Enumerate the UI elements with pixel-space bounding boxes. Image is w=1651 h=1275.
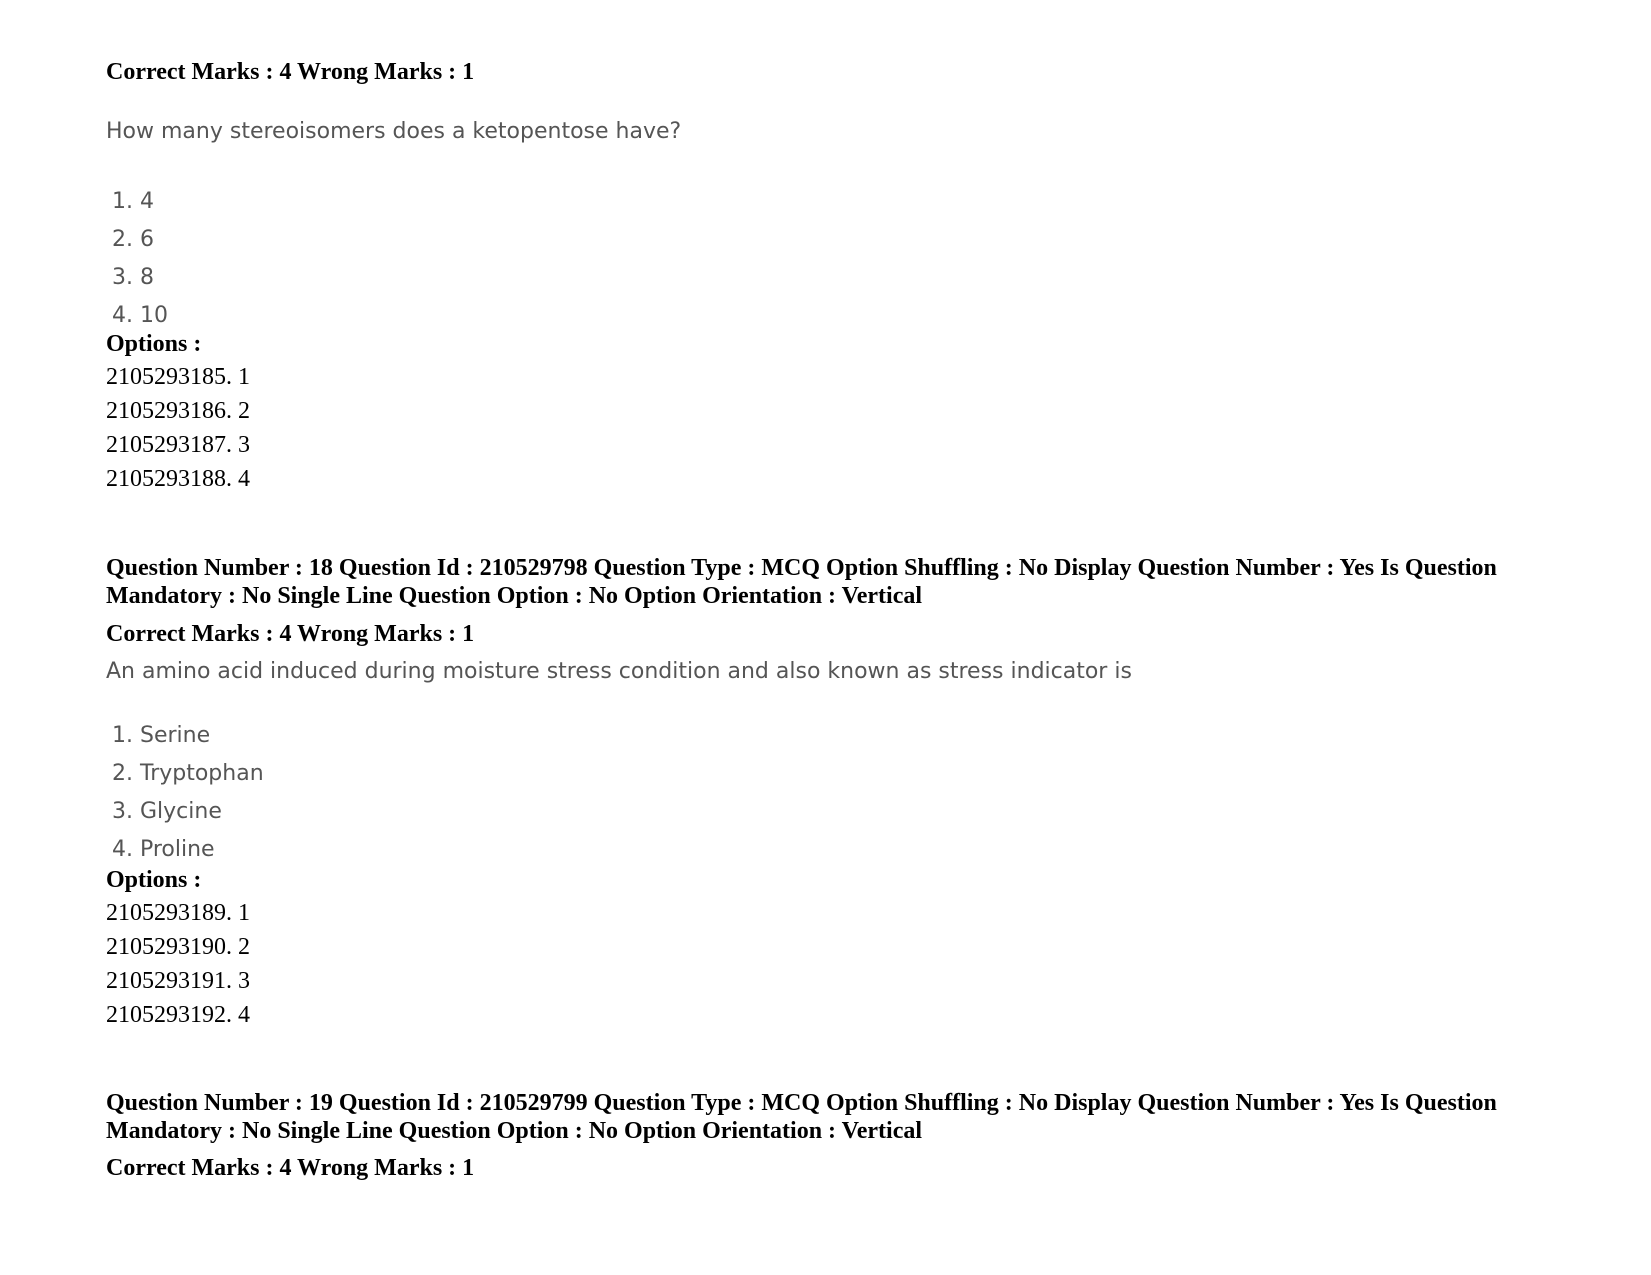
option-code: 2105293185. 1 — [106, 364, 250, 390]
options-label-2: Options : — [106, 867, 202, 893]
marks-line-1: Correct Marks : 4 Wrong Marks : 1 — [106, 59, 475, 85]
choice-list-2 — [112, 717, 264, 869]
options-label-1: Options : — [106, 331, 202, 357]
marks-line-2: Correct Marks : 4 Wrong Marks : 1 — [106, 621, 475, 647]
choice-item: 2. Tryptophan — [112, 761, 264, 786]
choice-item: 3. Glycine — [112, 799, 222, 824]
option-code: 2105293192. 4 — [106, 1002, 250, 1028]
option-code: 2105293190. 2 — [106, 934, 250, 960]
choice-item: 1. Serine — [112, 723, 211, 748]
option-code: 2105293188. 4 — [106, 466, 250, 492]
option-codes-2 — [106, 896, 250, 1032]
marks-line-3: Correct Marks : 4 Wrong Marks : 1 — [106, 1155, 475, 1181]
option-code: 2105293187. 3 — [106, 432, 250, 458]
choice-item: 1. 4 — [112, 189, 154, 214]
question-header-19: Question Number : 19 Question Id : 210529799 Question Type : MCQ Option Shuffling : No Display Question Number : Yes Is Question Mandatory : No Single Line Question Option : No Option Orientation : Vertical — [106, 1090, 1497, 1144]
option-code: 2105293186. 2 — [106, 398, 250, 424]
choice-list-1 — [112, 183, 168, 335]
choice-item: 4. Proline — [112, 837, 215, 862]
option-codes-1 — [106, 360, 250, 496]
question-text-2: An amino acid induced during moisture stress condition and also known as stress indicator is — [106, 659, 1132, 684]
choice-item: 2. 6 — [112, 227, 154, 252]
question-text-1: How many stereoisomers does a ketopentose have? — [106, 119, 682, 144]
option-code: 2105293189. 1 — [106, 900, 250, 926]
question-header-18: Question Number : 18 Question Id : 210529798 Question Type : MCQ Option Shuffling : No Display Question Number : Yes Is Question Mandatory : No Single Line Question Option : No Option Orientation : Vertical — [106, 555, 1497, 609]
choice-item: 3. 8 — [112, 265, 154, 290]
choice-item: 4. 10 — [112, 303, 168, 328]
option-code: 2105293191. 3 — [106, 968, 250, 994]
